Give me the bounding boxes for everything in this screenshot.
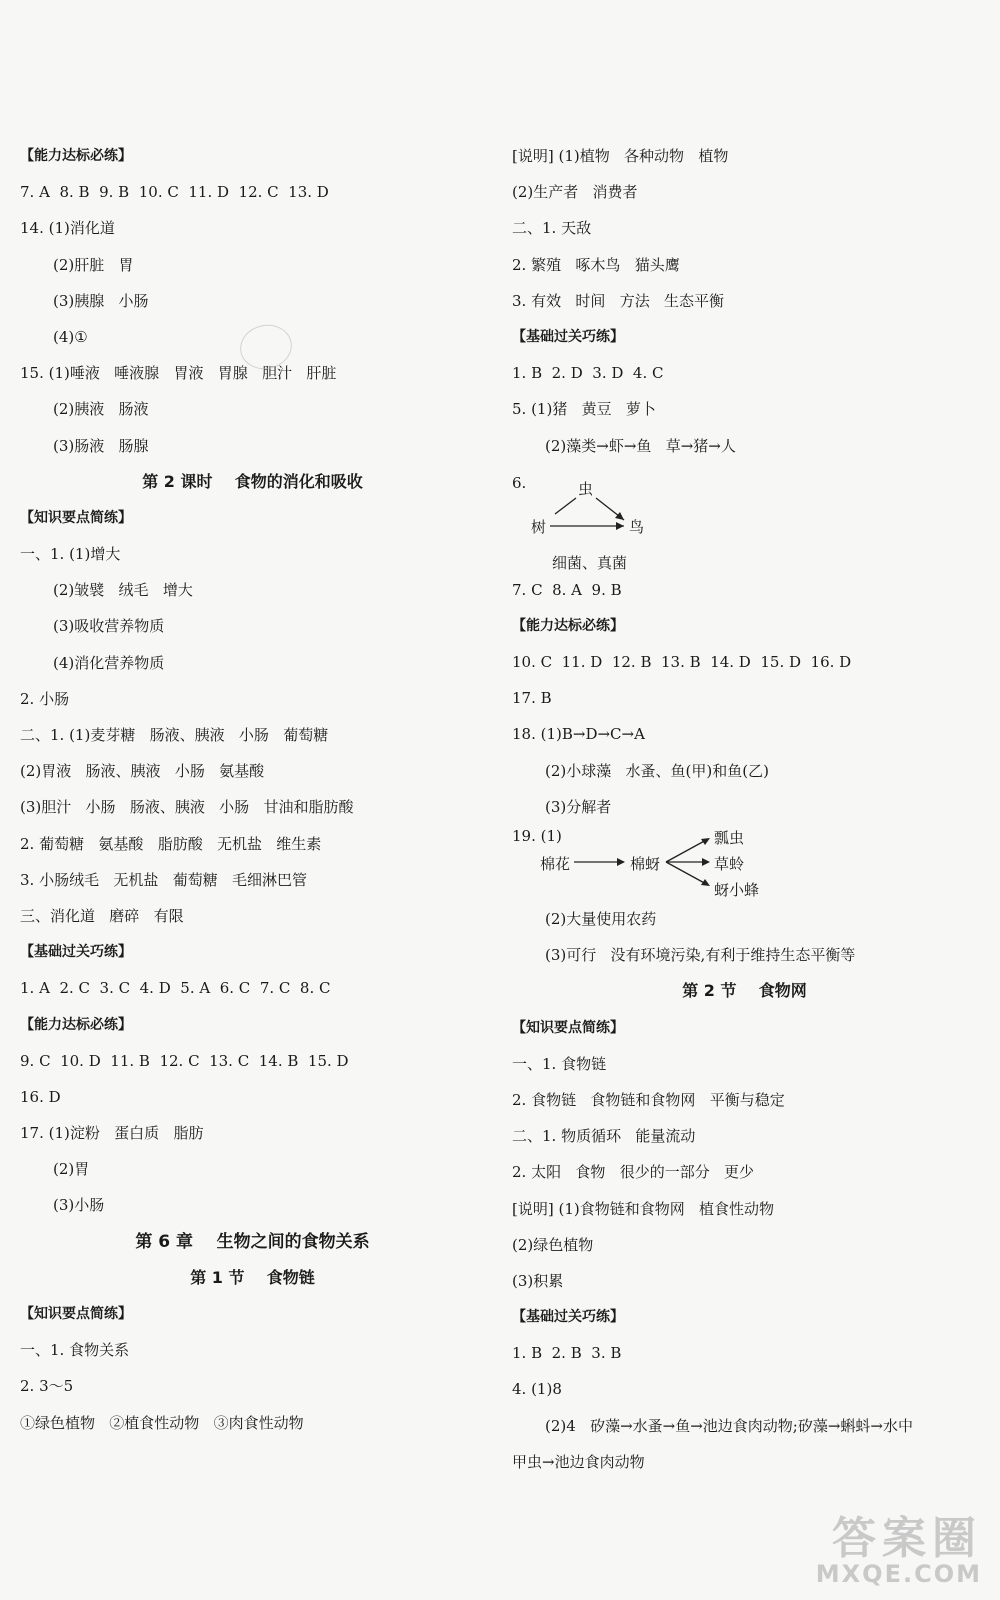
answer-line: (3)分解者	[545, 797, 612, 816]
section-heading: 【知识要点简练】	[20, 1306, 132, 1322]
right-column	[512, 138, 977, 1480]
answer-line: 2. 繁殖 啄木鸟 猫头鹰	[512, 255, 680, 274]
answer-line: 4. (1)8	[512, 1380, 562, 1399]
answer-line: (2)胃	[53, 1160, 90, 1179]
answer-line: (2)大量使用农药	[545, 910, 657, 928]
answer-line: (2)绿色植物	[512, 1235, 594, 1254]
answer-line: 二、1. 物质循环 能量流动	[512, 1127, 696, 1146]
answer-line: 2. 小肠	[20, 689, 70, 708]
answer-line: (3)小肠	[53, 1196, 105, 1215]
answer-line: (2)生产者 消费者	[512, 183, 638, 202]
answer-line: 14. (1)消化道	[20, 219, 115, 238]
food-web-diagram-q19	[512, 825, 977, 901]
answer-line: 3. 有效 时间 方法 生态平衡	[512, 291, 724, 310]
watermark	[816, 1502, 982, 1588]
node-bird: 鸟	[629, 517, 645, 536]
section-heading: 【能力达标必练】	[20, 148, 132, 164]
answer-line: 7. A 8. B 9. B 10. C 11. D 12. C 13. D	[20, 183, 329, 202]
answer-line: 2. 食物链 食物链和食物网 平衡与稳定	[512, 1090, 785, 1109]
answer-line: 一、1. 食物链	[512, 1054, 607, 1073]
answer-line: 7. C 8. A 9. B	[512, 580, 622, 599]
right-section-c	[512, 901, 977, 1480]
answer-line: (4)消化营养物质	[53, 653, 165, 672]
answer-line: 二、1. 天敌	[512, 219, 592, 238]
section-heading: 【知识要点简练】	[20, 509, 132, 526]
answer-line: (2)胰液 肠液	[53, 400, 149, 419]
node-ladybug: 瓢虫	[714, 829, 745, 847]
answer-line: (2)小球藻 水蚤、鱼(甲)和鱼(乙)	[545, 761, 769, 780]
node-aphid: 棉蚜	[630, 855, 661, 873]
answer-line: (3)肠液 肠腺	[53, 436, 149, 455]
answer-line: 18. (1)B→D→C→A	[512, 725, 645, 744]
section-heading: 【能力达标必练】	[20, 1016, 132, 1033]
answer-line: 一、1. (1)增大	[20, 545, 121, 564]
answer-line: [说明] (1)食物链和食物网 植食性动物	[512, 1199, 775, 1218]
answer-line: (2)4 矽藻→水蚤→鱼→池边食肉动物;矽藻→蝌蚪→水中	[545, 1416, 913, 1435]
lesson-title: 第 1 节 食物链	[190, 1267, 315, 1287]
lesson-title: 第 2 节 食物网	[682, 981, 807, 1001]
answer-line: 2. 葡萄糖 氨基酸 脂肪酸 无机盐 维生素	[20, 834, 322, 853]
question-number: 19. (1)	[512, 827, 562, 845]
answer-line: 5. (1)猪 黄豆 萝卜	[512, 400, 656, 419]
answer-line: (3)胆汁 小肠 肠液、胰液 小肠 甘油和脂肪酸	[20, 798, 354, 817]
answer-line: 17. (1)淀粉 蛋白质 脂肪	[20, 1124, 204, 1143]
node-lacewing: 草蛉	[714, 855, 745, 873]
answer-line: 10. C 11. D 12. B 13. B 14. D 15. D 16. D	[512, 653, 852, 672]
answer-line: 2. 太阳 食物 很少的一部分 更少	[512, 1163, 754, 1182]
answer-line: 3. 小肠绒毛 无机盐 葡萄糖 毛细淋巴管	[20, 870, 307, 889]
section-heading: 【知识要点简练】	[512, 1019, 624, 1036]
answer-line: 三、消化道 磨碎 有限	[20, 906, 184, 925]
answer-line: 二、1. (1)麦芽糖 肠液、胰液 小肠 葡萄糖	[20, 726, 329, 744]
answer-line: (3)胰腺 小肠	[53, 291, 149, 310]
lesson-title: 第 2 课时 食物的消化和吸收	[142, 471, 363, 491]
answer-line: 1. B 2. D 3. D 4. C	[512, 364, 664, 383]
answer-line: (2)肝脏 胃	[53, 255, 134, 274]
answer-line: 17. B	[512, 689, 552, 708]
node-aphid-wasp: 蚜小蜂	[714, 881, 760, 899]
answer-line: ①绿色植物 ②植食性动物 ③肉食性动物	[20, 1413, 304, 1432]
section-heading: 【基础过关巧练】	[512, 328, 624, 345]
section-heading: 【基础过关巧练】	[20, 944, 132, 961]
answer-line: (3)积累	[512, 1271, 564, 1290]
right-section-a	[512, 138, 977, 464]
question-number: 6.	[512, 473, 527, 492]
node-decomposers: 细菌、真菌	[552, 553, 628, 572]
node-insect: 虫	[578, 479, 594, 498]
answer-line: (4)①	[53, 327, 88, 346]
answer-line: (3)可行 没有环境污染,有利于维持生态平衡等	[545, 946, 856, 965]
right-section-b	[512, 572, 977, 825]
answer-line: 15. (1)唾液 唾液腺 胃液 胃腺 胆汁 肝脏	[20, 364, 337, 383]
answer-line: (2)皱襞 绒毛 增大	[53, 581, 193, 600]
answer-line: (2)藻类→虾→鱼 草→猪→人	[545, 436, 736, 455]
answer-line: 1. B 2. B 3. B	[512, 1344, 622, 1363]
node-cotton: 棉花	[540, 855, 571, 873]
watermark-url: MXQE.COM	[815, 1560, 982, 1588]
answer-line: 9. C 10. D 11. B 12. C 13. C 14. B 15. D	[20, 1051, 349, 1070]
lesson-title: 第 6 章 生物之间的食物关系	[135, 1231, 370, 1252]
section-heading: 【能力达标必练】	[512, 617, 624, 634]
answer-line: (2)胃液 肠液、胰液 小肠 氨基酸	[20, 762, 265, 781]
watermark-logo: 答案圈	[832, 1513, 982, 1564]
answer-line: 16. D	[20, 1087, 61, 1106]
answer-line: (3)吸收营养物质	[53, 617, 165, 636]
answer-line: 1. A 2. C 3. C 4. D 5. A 6. C 7. C 8. C	[20, 979, 331, 998]
answer-line: 一、1. 食物关系	[20, 1341, 130, 1360]
node-tree: 树	[531, 517, 547, 536]
food-web-diagram-q6	[512, 464, 977, 572]
answer-line: 2. 3～5	[20, 1377, 74, 1396]
answer-line: 甲虫→池边食肉动物	[512, 1452, 645, 1471]
answer-line: [说明] (1)植物 各种动物 植物	[512, 147, 729, 165]
section-heading: 【基础过关巧练】	[512, 1309, 624, 1326]
